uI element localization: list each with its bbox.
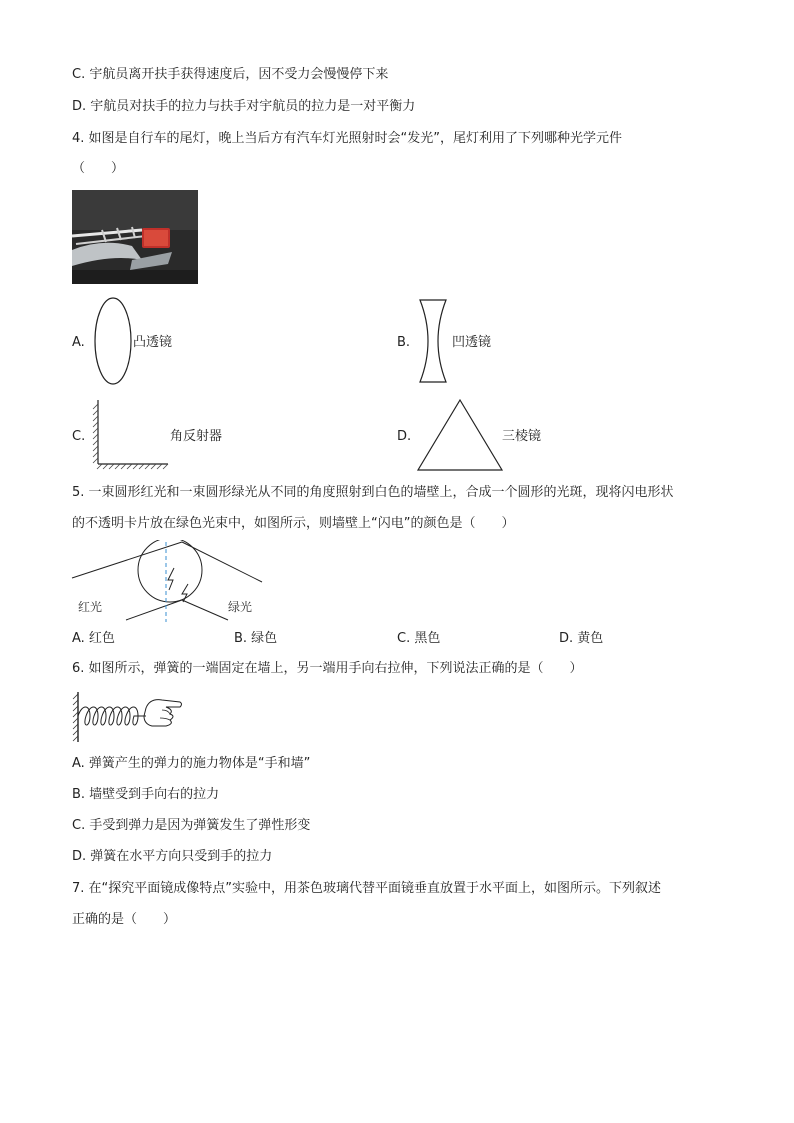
q5-option-c: C. 黑色 [397, 631, 441, 646]
corner-reflector-diagram [90, 398, 170, 470]
q7-stem-line1: 7. 在“探究平面镜成像特点”实验中，用茶色玻璃代替平面镜垂直放置于水平面上，如图所示。下列叙述 [72, 881, 662, 896]
q4-option-c-letter: C. [72, 429, 86, 444]
red-light-label: 红光 [78, 600, 103, 614]
q6-option-c: C. 手受到弹力是因为弹簧发生了弹性形变 [72, 818, 311, 833]
q5-option-a: A. 红色 [72, 631, 115, 646]
q6-option-b: B. 墙壁受到手向右的拉力 [72, 787, 220, 802]
q4-option-a-text: 凸透镜 [133, 335, 173, 350]
bicycle-taillight-photo [72, 190, 198, 284]
q3-option-c: C. 宇航员离开扶手获得速度后，因不受力会慢慢停下来 [72, 67, 389, 82]
q4-option-a-letter: A. [72, 335, 85, 350]
spring-wall-hand-diagram [70, 690, 185, 744]
prism-diagram [416, 398, 504, 472]
q4-option-d-text: 三棱镜 [502, 429, 542, 444]
q6-option-d: D. 弹簧在水平方向只受到手的拉力 [72, 849, 273, 864]
q7-stem-line2: 正确的是（ ） [72, 912, 177, 927]
q5-option-d: D. 黄色 [559, 631, 604, 646]
green-light-label: 绿光 [228, 600, 253, 614]
q4-option-d-letter: D. [397, 429, 412, 444]
convex-lens-diagram [92, 296, 134, 386]
q4-answer-paren: （ ） [72, 161, 125, 176]
q5-stem-line2: 的不透明卡片放在绿色光束中，如图所示，则墙壁上“闪电”的颜色是（ ） [72, 516, 515, 531]
q4-option-b-letter: B. [397, 335, 411, 350]
q5-option-b: B. 绿色 [234, 631, 278, 646]
q4-option-c-text: 角反射器 [170, 429, 223, 444]
q5-stem-line1: 5. 一束圆形红光和一束圆形绿光从不同的角度照射到白色的墙壁上，合成一个圆形的光斑，现将闪电形状 [72, 485, 674, 500]
q4-option-b-text: 凹透镜 [452, 335, 492, 350]
concave-lens-diagram [416, 298, 450, 384]
q6-stem: 6. 如图所示，弹簧的一端固定在墙上，另一端用手向右拉伸，下列说法正确的是（ ） [72, 661, 583, 676]
q3-option-d: D. 宇航员对扶手的拉力与扶手对宇航员的拉力是一对平衡力 [72, 99, 416, 114]
q4-stem: 4. 如图是自行车的尾灯，晚上当后方有汽车灯光照射时会“发光”，尾灯利用了下列哪种光学元件 [72, 131, 623, 146]
q6-option-a: A. 弹簧产生的弹力的施力物体是“手和墙” [72, 756, 311, 771]
